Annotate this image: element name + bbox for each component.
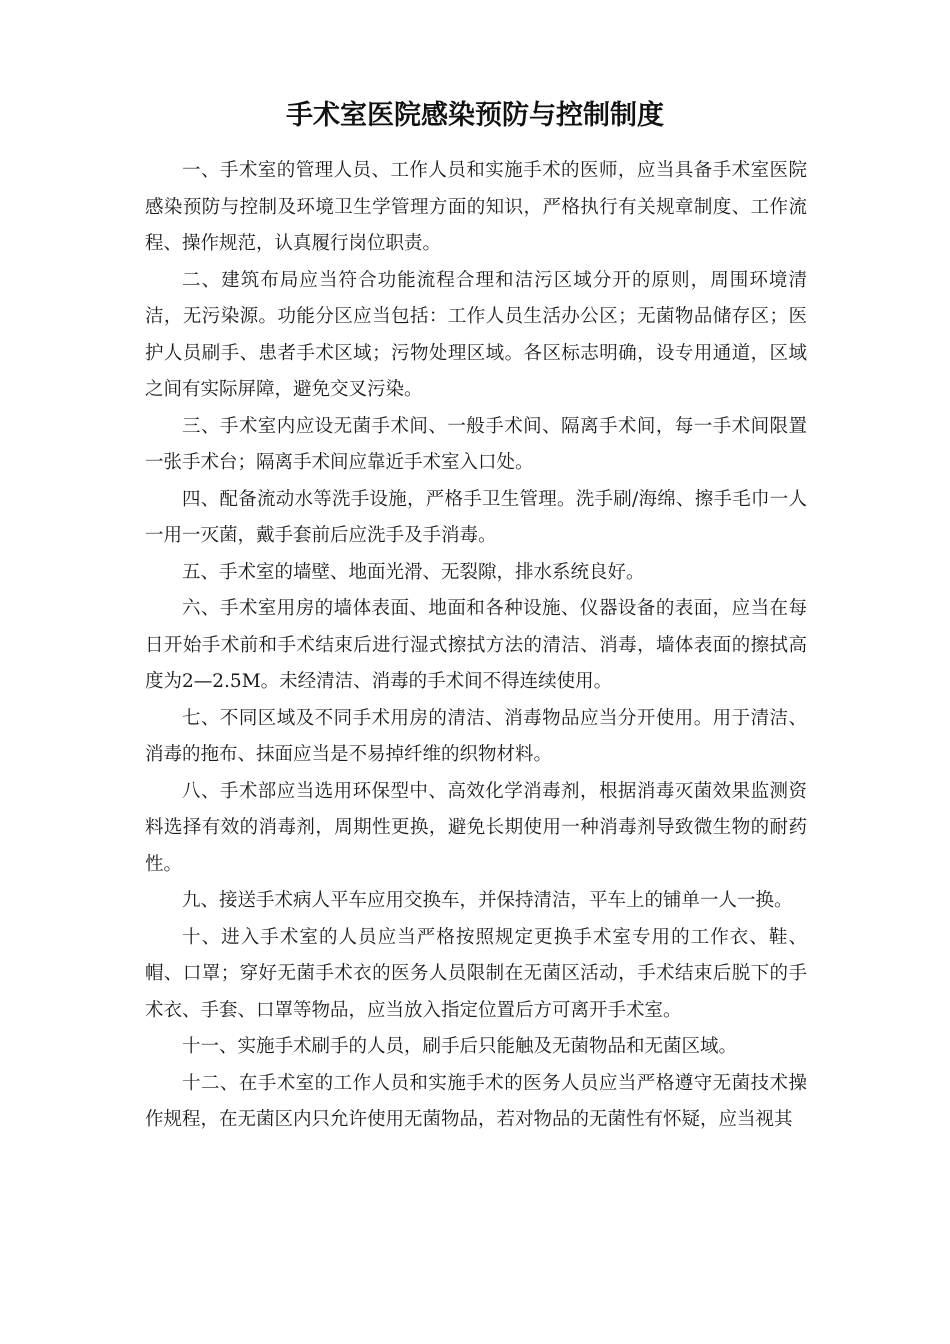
paragraph-10: 十、进入手术室的人员应当严格按照规定更换手术室专用的工作衣、鞋、帽、口罩；穿好无菌手术衣的医务人员限制在无菌区活动，手术结束后脱下的手术衣、手套、口罩等物品，应当放入指定位置后方可离开手术室。	[145, 926, 807, 1021]
paragraph-5: 五、手术室的墙壁、地面光滑、无裂隙，排水系统良好。	[182, 561, 645, 583]
paragraph-6: 六、手术室用房的墙体表面、地面和各种设施、仪器设备的表面，应当在每日开始手术前和手术结束后进行湿式擦拭方法的清洁、消毒，墙体表面的擦拭高度为2—2.5M。未经清洁、消毒的手术间不得连续使用。	[145, 598, 807, 692]
paragraph-12: 十二、在手术室的工作人员和实施手术的医务人员应当严格遵守无菌技术操作规程，在无菌区内只允许使用无菌物品，若对物品的无菌性有怀疑，应当视其	[145, 1072, 807, 1130]
paragraph-11: 十一、实施手术刷手的人员，刷手后只能触及无菌物品和无菌区域。	[182, 1036, 738, 1057]
paragraph-8: 八、手术部应当选用环保型中、高效化学消毒剂，根据消毒灭菌效果监测资料选择有效的消毒剂，周期性更换，避免长期使用一种消毒剂导致微生物的耐药性。	[145, 780, 807, 875]
paragraph-4: 四、配备流动水等洗手设施，严格手卫生管理。洗手刷/海绵、擦手毛巾一人一用一灭菌，戴手套前后应洗手及手消毒。	[145, 488, 807, 546]
paragraph-7: 七、不同区域及不同手术用房的清洁、消毒物品应当分开使用。用于清洁、消毒的拖布、抹面应当是不易掉纤维的织物材料。	[145, 707, 807, 765]
document-title: 手术室医院感染预防与控制制度	[286, 100, 664, 131]
paragraph-1: 一、手术室的管理人员、工作人员和实施手术的医师，应当具备手术室医院感染预防与控制及环境卫生学管理方面的知识，严格执行有关规章制度、工作流程、操作规范，认真履行岗位职责。	[145, 160, 807, 254]
document-body	[145, 153, 807, 1139]
paragraph-3: 三、手术室内应设无菌手术间、一般手术间、隔离手术间，每一手术间限置一张手术台；隔离手术间应靠近手术室入口处。	[145, 415, 807, 473]
paragraph-2: 二、建筑布局应当符合功能流程合理和洁污区域分开的原则，周围环境清洁，无污染源。功能分区应当包括：工作人员生活办公区；无菌物品储存区；医护人员刷手、患者手术区域；污物处理区域。各区标志明确，设专用通道，区域之间有实际屏障，避免交叉污染。	[145, 269, 807, 400]
paragraph-9: 九、接送手术病人平车应用交换车，并保持清洁，平车上的铺单一人一换。	[182, 890, 793, 911]
